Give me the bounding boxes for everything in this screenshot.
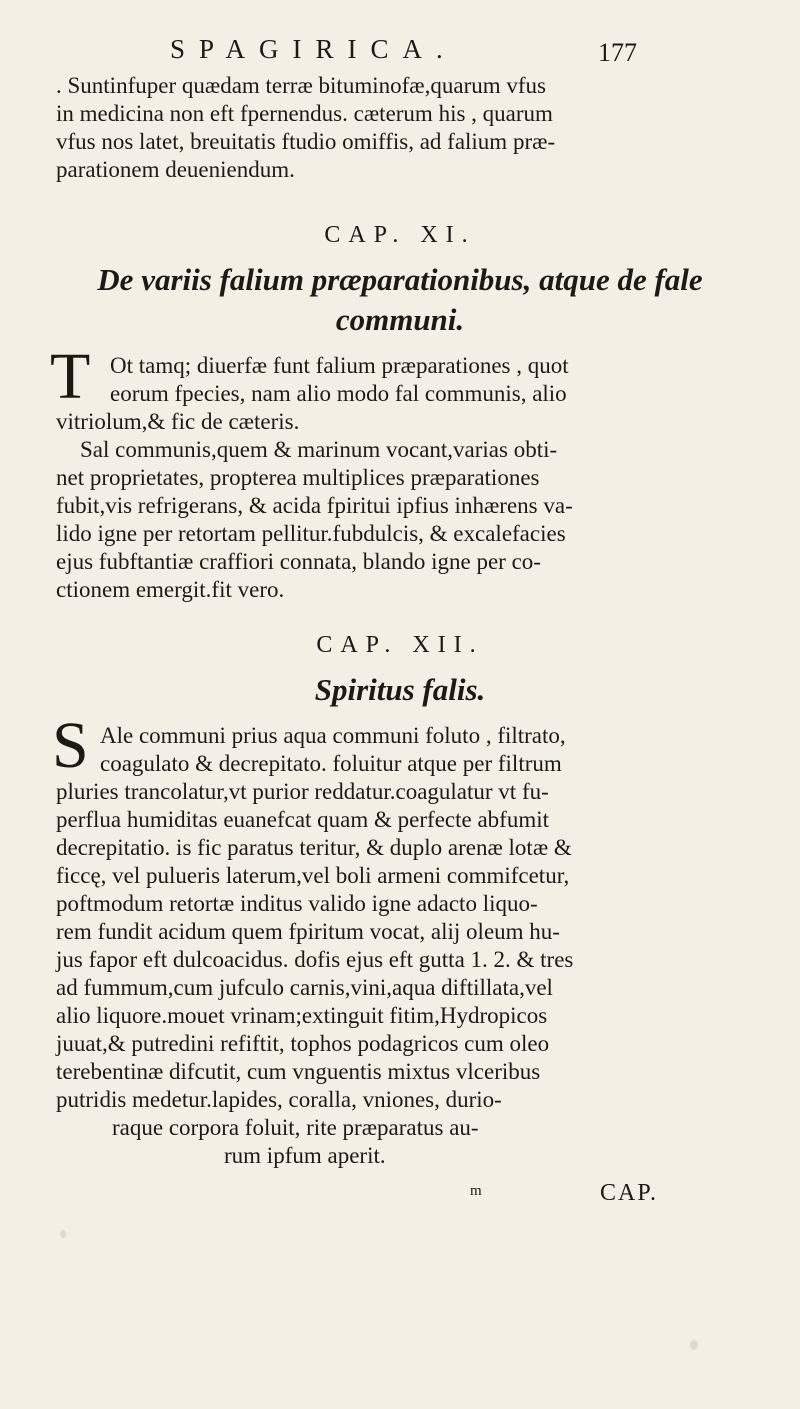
running-head bbox=[0, 26, 800, 66]
page-number: 177 bbox=[598, 38, 637, 67]
chapter-xii-line: putridis medetur.lapides, coralla, vniones, durio- bbox=[56, 1087, 502, 1112]
chapter-xii-line: juuat,& putredini refiftit, tophos podagricos cum oleo bbox=[56, 1031, 550, 1056]
chapter-xii-line: poftmodum retortæ inditus valido igne adacto liquo- bbox=[56, 891, 538, 916]
intro-line: in medicina non eft fpernendus. cæterum his , quarum bbox=[56, 101, 553, 126]
intro-line: vfus nos latet, breuitatis ftudio omiffis, ad falium præ- bbox=[56, 129, 556, 154]
chapter-xi-heading: CAP. XI. bbox=[324, 222, 476, 248]
chapter-xi-title-line2: communi. bbox=[335, 302, 465, 337]
chapter-xi-line: vitriolum,& fic de cæteris. bbox=[56, 409, 300, 434]
chapter-xii-title: Spiritus falis. bbox=[314, 672, 486, 707]
chapter-xi-line: net proprietates, propterea multiplices præparationes bbox=[56, 465, 540, 490]
chapter-xi-line: fubit,vis refrigerans, & acida fpiritui ipfius inhærens va- bbox=[56, 493, 573, 518]
chapter-xii-line: jus fapor eft dulcoacidus. dofis ejus eft gutta 1. 2. & tres bbox=[56, 947, 574, 972]
chapter-xii-line: ad fummum,cum jufculo carnis,vini,aqua diftillata,vel bbox=[56, 975, 553, 1000]
catchword: CAP. bbox=[600, 1180, 659, 1206]
chapter-xii-line: coagulato & decrepitato. foluitur atque per filtrum bbox=[100, 751, 562, 776]
chapter-xi-line: Sal communis,quem & marinum vocant,varias obti- bbox=[80, 437, 558, 462]
chapter-xii-line: pluries trancolatur,vt purior reddatur.coagulatur vt fu- bbox=[56, 779, 549, 804]
chapter-xii-line: raque corpora foluit, rite præparatus au- bbox=[112, 1115, 479, 1140]
chapter-xii-line: rum ipfum aperit. bbox=[224, 1143, 386, 1168]
chapter-xi-line: Ot tamq; diuerfæ funt falium præparationes , quot bbox=[110, 353, 569, 378]
chapter-xii-line: terebentinæ difcutit, cum vnguentis mixtus vlceribus bbox=[56, 1059, 541, 1084]
chapter-xii-line: rem fundit acidum quem fpiritum vocat, alij oleum hu- bbox=[56, 919, 560, 944]
intro-line: parationem deueniendum. bbox=[56, 157, 295, 182]
ink-spot bbox=[60, 1230, 66, 1238]
chapter-xii-line: alio liquore.mouet vrinam;extinguit fitim,Hydropicos bbox=[56, 1003, 548, 1028]
chapter-xii-heading: CAP. XII. bbox=[316, 632, 484, 658]
running-title: SPAGIRICA. bbox=[170, 34, 457, 64]
ink-spot bbox=[690, 1340, 698, 1350]
chapter-xii-dropcap: S bbox=[52, 709, 89, 782]
chapter-xii-line: decrepitatio. is fic paratus teritur, & duplo arenæ lotæ & bbox=[56, 835, 572, 860]
chapter-xi-line: eorum fpecies, nam alio modo fal communis, alio bbox=[110, 381, 567, 406]
chapter-xii-line: ficcę, vel pulueris laterum,vel boli armeni commifcetur, bbox=[56, 863, 570, 888]
chapter-xi-line: ejus fubftantiæ craffiori connata, blando igne per co- bbox=[56, 549, 541, 574]
chapter-xii-line: Ale communi prius aqua communi foluto , filtrato, bbox=[100, 723, 566, 748]
signature-mark: m bbox=[470, 1183, 482, 1199]
chapter-xi-dropcap: T bbox=[50, 340, 91, 413]
chapter-xi-title-line1: De variis falium præparationibus, atque de fale bbox=[97, 262, 703, 297]
chapter-xi-line: ctionem emergit.fit vero. bbox=[56, 577, 285, 602]
chapter-xi-line: lido igne per retortam pellitur.fubdulcis, & excalefacies bbox=[56, 521, 566, 546]
chapter-xii-line: perflua humiditas euanefcat quam & perfecte abfumit bbox=[56, 807, 550, 832]
intro-line: . Suntinfuper quædam terræ bituminofæ,quarum vfus bbox=[56, 73, 546, 98]
